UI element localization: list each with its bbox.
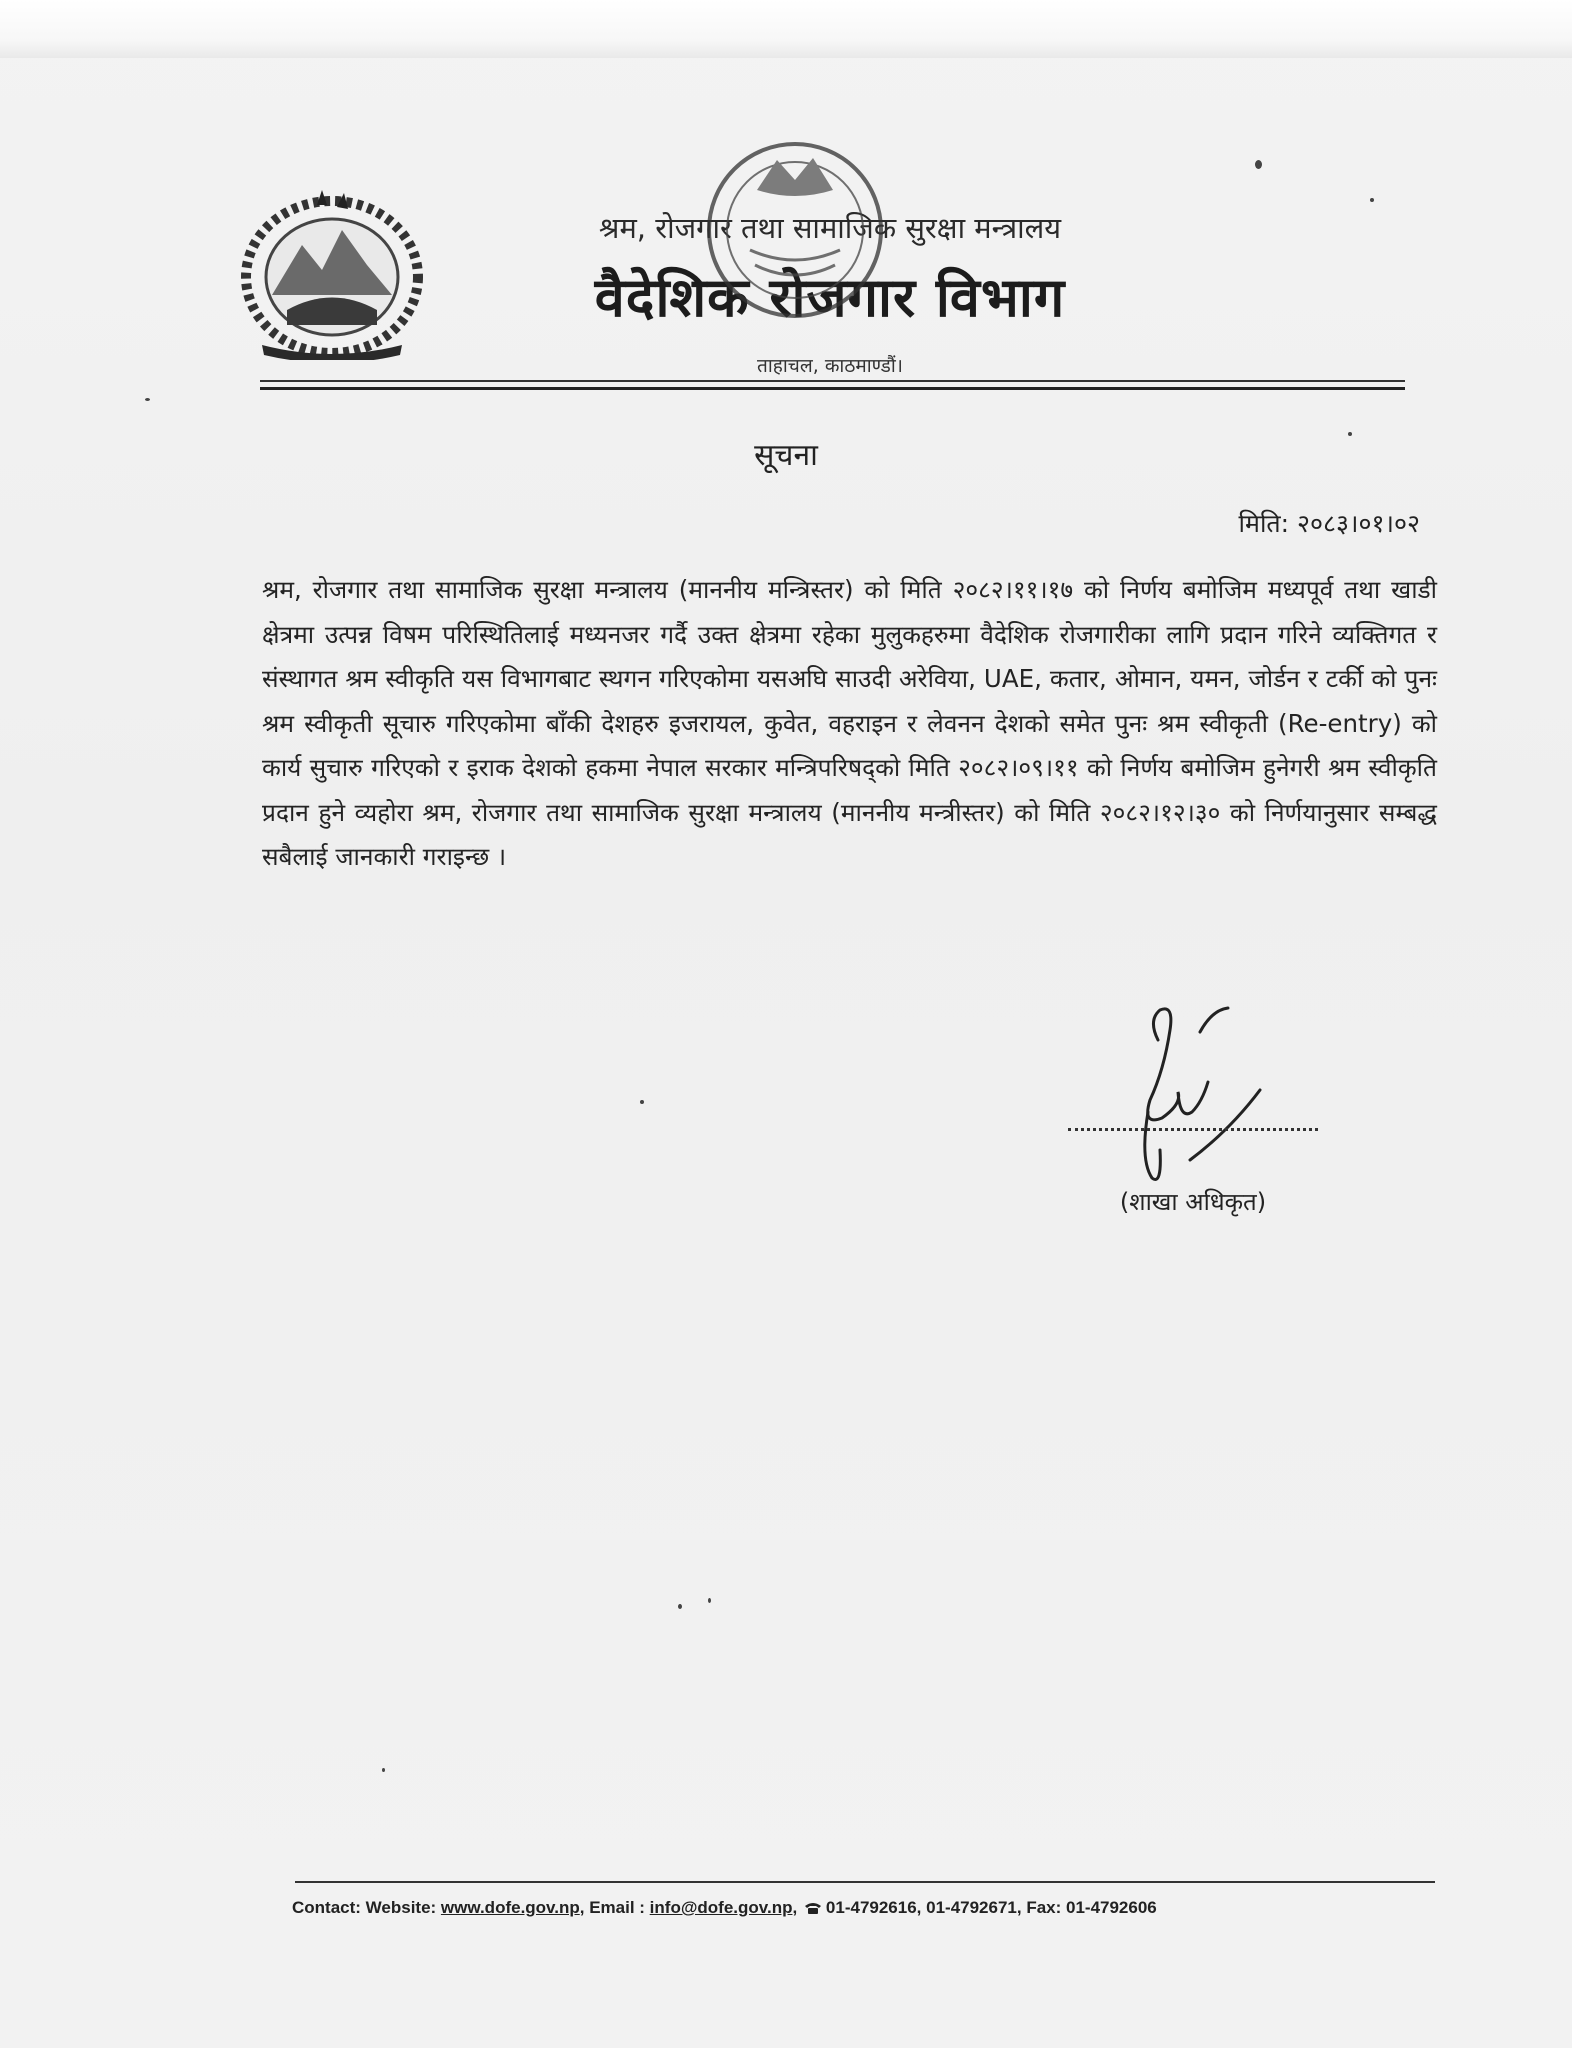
notice-date: मिति: २०८३।०१।०२ xyxy=(1238,509,1420,538)
separator: , xyxy=(792,1898,802,1917)
office-stamp-icon xyxy=(695,130,895,330)
email-link[interactable]: info@dofe.gov.np xyxy=(649,1898,793,1917)
notice-body: श्रम, रोजगार तथा सामाजिक सुरक्षा मन्त्रालय (माननीय मन्त्रिस्तर) को मिति २०८२।११।१७ को निर्णय बमोजिम मध्यपूर्व तथा खाडी क्षेत्रमा उत्पन्न विषम परिस्थितिलाई मध्यनजर गर्दै उक्त क्षेत्रमा रहेका मुलुकहरुमा वैदेशिक रोजगारीका लागि प्रदान गरिने व्यक्तिगत र संस्थागत श्रम स्वीकृति यस विभागबाट स्थगन गरिएकोमा यसअघि साउदी अरेविया, UAE, कतार, ओमान, यमन, जोर्डन र टर्की को पुनः श्रम स्वीकृती सूचारु गरिएकोमा बाँकी देशहरु इजरायल, कुवेत, वहराइन र लेवनन देशको समेत पुनः श्रम स्वीकृती (Re-entry) को कार्य सुचारु गरिएको र इराक देशको हकमा नेपाल सरकार मन्त्रिपरिषद्को मिति २०८२।०९।११ को निर्णय बमोजिम हुनेगरी श्रम स्वीकृति प्रदान हुने व्यहोरा श्रम, रोजगार तथा सामाजिक सुरक्षा मन्त्रालय (माननीय मन्त्रीस्तर) को मिति २०८२।१२।३० को निर्णयानुसार सम्बद्ध सबैलाई जानकारी गराइन्छ । xyxy=(262,575,1437,871)
footer-rule xyxy=(295,1881,1435,1883)
scan-speck xyxy=(1370,198,1374,202)
department-name: वैदेशिक रोजगार विभाग xyxy=(594,266,1066,329)
header-rule-thick xyxy=(260,387,1405,390)
website-link[interactable]: www.dofe.gov.np xyxy=(440,1898,580,1917)
contact-prefix: Contact: Website: xyxy=(292,1898,441,1917)
email-prefix: , Email : xyxy=(579,1898,650,1917)
header-rule-thin xyxy=(260,380,1405,382)
scan-speck xyxy=(382,1768,385,1772)
scan-speck xyxy=(640,1100,644,1104)
signer-designation: (शाखा अधिकृत) xyxy=(1119,1188,1267,1216)
signature-line xyxy=(1068,1128,1318,1131)
telephone-icon xyxy=(804,1902,822,1914)
contact-footer xyxy=(292,1898,1472,1918)
phone-numbers: 01-4792616, 01-4792671, Fax: 01-4792606 xyxy=(825,1898,1157,1917)
scan-edge xyxy=(0,0,1572,58)
signature-icon xyxy=(1130,1000,1350,1200)
scan-speck xyxy=(1348,432,1352,436)
office-address: ताहाचल, काठमाण्डौं। xyxy=(757,355,903,377)
notice-title: सूचना xyxy=(754,438,818,473)
scan-speck xyxy=(145,398,150,401)
ministry-name: श्रम, रोजगार तथा सामाजिक सुरक्षा मन्त्रालय xyxy=(598,211,1062,245)
scan-speck xyxy=(708,1598,711,1603)
scan-speck xyxy=(1255,160,1262,169)
scan-speck xyxy=(678,1604,682,1609)
nepal-emblem-icon xyxy=(232,185,432,360)
